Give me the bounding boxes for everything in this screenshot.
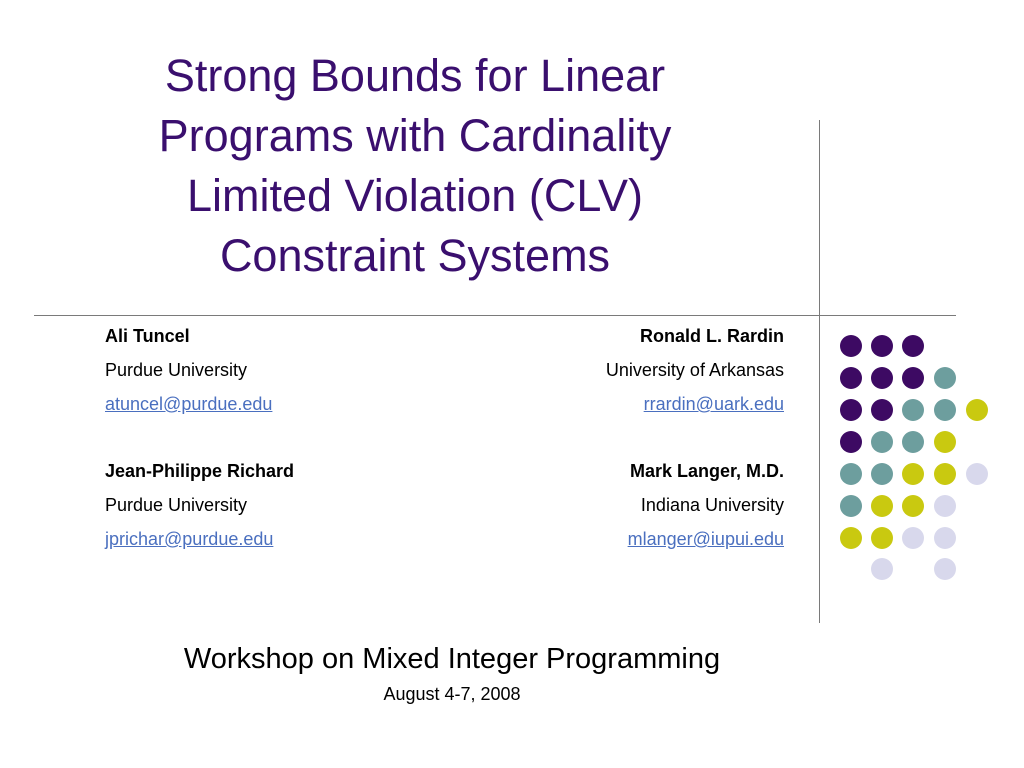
decorative-dot	[871, 527, 893, 549]
decorative-dot	[840, 367, 862, 389]
author-affiliation: Purdue University	[105, 495, 248, 515]
author-email-link[interactable]: jprichar@purdue.edu	[105, 529, 274, 549]
author-affiliation: Indiana University	[640, 495, 784, 515]
decorative-dot	[934, 558, 956, 580]
decorative-dot	[871, 463, 893, 485]
decorative-dot	[934, 527, 956, 549]
decorative-dot	[934, 367, 956, 389]
decorative-dot	[840, 335, 862, 357]
author-email-link[interactable]: atuncel@purdue.edu	[105, 394, 273, 414]
decorative-dot	[902, 495, 924, 517]
decorative-dot	[840, 495, 862, 517]
decorative-dot	[934, 399, 956, 421]
decorative-dot	[871, 431, 893, 453]
decorative-dot	[871, 399, 893, 421]
author-name: Ronald L. Rardin	[640, 326, 784, 346]
decorative-dot	[902, 367, 924, 389]
author-email-link[interactable]: rrardin@uark.edu	[643, 394, 784, 414]
decorative-dot	[902, 527, 924, 549]
slide-title	[100, 46, 730, 286]
author-affiliation: Purdue University	[105, 360, 248, 380]
decorative-dot	[934, 463, 956, 485]
workshop-title: Workshop on Mixed Integer Programming	[183, 643, 721, 675]
decorative-dot	[871, 495, 893, 517]
author-email-link[interactable]: mlanger@iupui.edu	[627, 529, 784, 549]
decorative-dot	[840, 431, 862, 453]
decorative-dot	[871, 558, 893, 580]
author-block-tuncel	[105, 324, 272, 426]
vertical-divider	[819, 120, 820, 623]
author-name: Jean-Philippe Richard	[105, 461, 295, 481]
title-line: Programs with Cardinality	[158, 110, 672, 161]
author-block-richard	[105, 459, 294, 561]
decorative-dot	[902, 335, 924, 357]
author-block-langer	[628, 459, 784, 561]
author-affiliation: University of Arkansas	[605, 360, 784, 380]
decorative-dot	[902, 399, 924, 421]
decorative-dot	[902, 431, 924, 453]
decorative-dot	[966, 399, 988, 421]
decorative-dot	[934, 495, 956, 517]
horizontal-divider	[34, 315, 956, 316]
author-name: Ali Tuncel	[105, 326, 190, 346]
decorative-dot	[840, 463, 862, 485]
title-line: Constraint Systems	[219, 230, 611, 281]
decorative-dot	[871, 335, 893, 357]
title-line: Limited Violation (CLV)	[186, 170, 644, 221]
decorative-dot	[934, 431, 956, 453]
author-name: Mark Langer, M.D.	[629, 461, 784, 481]
decorative-dot	[840, 399, 862, 421]
decorative-dot	[871, 367, 893, 389]
decorative-dot	[966, 463, 988, 485]
decorative-dot	[840, 527, 862, 549]
decorative-dot	[902, 463, 924, 485]
author-block-rardin	[606, 324, 784, 426]
title-line: Strong Bounds for Linear	[164, 50, 666, 101]
workshop-date: August 4-7, 2008	[383, 684, 521, 704]
